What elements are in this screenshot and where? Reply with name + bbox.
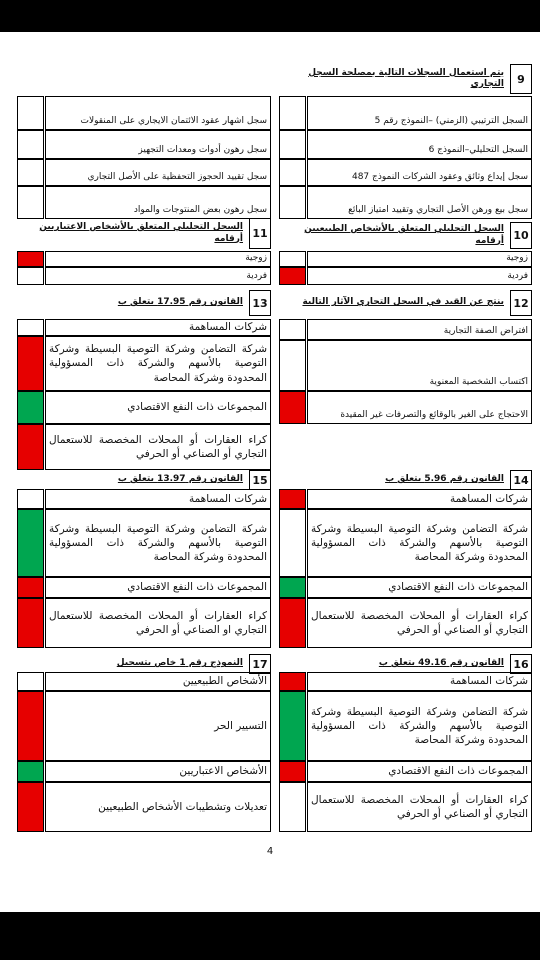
section-number: 14 xyxy=(510,470,532,490)
answer-mark-red xyxy=(279,761,306,782)
option-text: كراء العقارات أو المحلات المخصصة للاستعمال التجاري او الصناعي أو الحرفي xyxy=(45,598,271,648)
section-title: القانون رقم 17.95 يتعلق ب xyxy=(117,297,243,308)
answer-mark-green xyxy=(279,691,306,761)
option-text: تعديلات وتشطيبات الأشخاص الطبيعيين xyxy=(45,782,271,832)
option-text: شركات المساهمة xyxy=(307,489,532,509)
option-text: المجموعات ذات النفع الاقتصادي xyxy=(307,761,532,782)
answer-row xyxy=(17,159,271,186)
answer-mark-white xyxy=(279,130,306,159)
answer-mark-green xyxy=(17,391,44,424)
option-text: كراء العقارات أو المحلات المخصصة للاستعمال التجاري أو الصناعي أو الحرفي xyxy=(45,424,271,470)
section-14-header xyxy=(279,470,532,490)
section-title: النموذج رقم 1 خاص بتسجيل xyxy=(116,658,243,669)
answer-mark-white xyxy=(17,672,44,691)
answer-row xyxy=(17,267,271,285)
answer-row xyxy=(279,186,532,219)
answer-row xyxy=(17,251,271,267)
answer-row xyxy=(279,509,532,577)
section-number: 13 xyxy=(249,290,271,316)
section-title: القانون رقم 49.16 يتعلق ب xyxy=(378,658,504,669)
section-number: 12 xyxy=(510,290,532,316)
answer-row xyxy=(17,489,271,509)
answer-row xyxy=(17,424,271,470)
answer-row xyxy=(17,509,271,577)
answer-mark-white xyxy=(279,159,306,186)
answer-row xyxy=(279,672,532,691)
answer-row xyxy=(279,251,532,267)
top-black-bar xyxy=(0,0,540,32)
section-9-header xyxy=(279,64,532,94)
answer-row xyxy=(279,489,532,509)
option-text: السجل التحليلي–النموذج 6 xyxy=(307,130,532,159)
section-title: ينتج عن القيد في السجل التجاري الآثار التالية xyxy=(302,297,504,308)
answer-mark-white xyxy=(279,782,306,832)
option-text: المجموعات ذات النفع الاقتصادي xyxy=(45,391,271,424)
option-text: شركة التضامن وشركة التوصية البسيطة وشركة التوصية بالأسهم والشركة ذات المسؤولية المحدودة وشركة المحاصة xyxy=(45,336,271,391)
answer-row xyxy=(279,577,532,598)
option-text: الاحتجاج على الغير بالوقائع والتصرفات غير المقيدة xyxy=(307,391,532,424)
answer-mark-white xyxy=(17,96,44,130)
answer-mark-white xyxy=(17,159,44,186)
answer-mark-white xyxy=(17,319,44,336)
answer-mark-red xyxy=(17,782,44,832)
answer-mark-white xyxy=(17,489,44,509)
answer-row xyxy=(17,782,271,832)
answer-row xyxy=(279,598,532,648)
section-title: يتم استعمال السجلات التالية بمصلحة السجل التجاري xyxy=(308,67,504,89)
section-number: 15 xyxy=(249,470,271,490)
section-number: 17 xyxy=(249,654,271,674)
answer-row xyxy=(17,691,271,761)
option-text: زوجية xyxy=(45,251,271,267)
option-text: شركات المساهمة xyxy=(307,672,532,691)
answer-row xyxy=(17,336,271,391)
section-number: 11 xyxy=(249,218,271,249)
option-text: اكتساب الشخصية المعنوية xyxy=(307,340,532,391)
answer-row xyxy=(279,319,532,340)
section-11-header xyxy=(17,218,271,249)
bottom-black-bar xyxy=(0,912,540,960)
section-title: القانون رقم 13.97 يتعلق ب xyxy=(117,474,243,485)
answer-mark-red xyxy=(17,691,44,761)
answer-row xyxy=(17,130,271,159)
answer-row xyxy=(279,130,532,159)
option-text: شركات المساهمة xyxy=(45,319,271,336)
answer-mark-red xyxy=(279,489,306,509)
answer-row xyxy=(17,96,271,130)
option-text: شركة التضامن وشركة التوصية البسيطة وشركة التوصية بالأسهم والشركة ذات المسؤولية المحدودة وشركة المحاصة xyxy=(307,691,532,761)
option-text: سجل رهون أدوات ومعدات التجهيز xyxy=(45,130,271,159)
option-text: كراء العقارات أو المحلات المخصصة للاستعمال التجاري أو الصناعي أو الحرفي xyxy=(307,598,532,648)
answer-mark-green xyxy=(17,761,44,782)
answer-mark-white xyxy=(279,186,306,219)
section-title: السجل التحليلي المتعلق بالأشخاص الطبيعيين أرقامه xyxy=(304,224,504,246)
section-12-header xyxy=(279,290,532,316)
option-text: فردية xyxy=(45,267,271,285)
option-text: سجل إيداع وثائق وعقود الشركات النموذج 487 xyxy=(307,159,532,186)
answer-mark-red xyxy=(279,391,306,424)
answer-mark-white xyxy=(17,267,44,285)
option-text: سجل بيع ورهن الأصل التجاري وتقييد امتياز البائع xyxy=(307,186,532,219)
answer-row xyxy=(279,391,532,424)
answer-row xyxy=(17,761,271,782)
answer-mark-red xyxy=(279,598,306,648)
answer-row xyxy=(279,782,532,832)
option-text: كراء العقارات أو المحلات المخصصة للاستعمال التجاري أو الصناعي أو الحرفي xyxy=(307,782,532,832)
section-15-header xyxy=(17,470,271,490)
answer-row xyxy=(279,159,532,186)
option-text: التسيير الحر xyxy=(45,691,271,761)
option-text: سجل تقييد الحجوز التحفظية على الأصل التجاري xyxy=(45,159,271,186)
section-16-header xyxy=(279,654,532,674)
answer-mark-white xyxy=(17,130,44,159)
answer-mark-red xyxy=(279,267,306,285)
option-text: شركة التضامن وشركة التوصية البسيطة وشركة التوصية بالأسهم والشركة ذات المسؤولية المحدودة وشركة المحاصة xyxy=(307,509,532,577)
answer-row xyxy=(279,340,532,391)
answer-row xyxy=(17,577,271,598)
option-text: المجموعات ذات النفع الاقتصادي xyxy=(45,577,271,598)
section-10-header xyxy=(279,222,532,249)
answer-mark-red xyxy=(17,424,44,470)
option-text: شركة التضامن وشركة التوصية البسيطة وشركة التوصية بالأسهم والشركة ذات المسؤولية المحدودة وشركة المحاصة xyxy=(45,509,271,577)
answer-mark-white xyxy=(279,251,306,267)
answer-row xyxy=(279,267,532,285)
option-text: المجموعات ذات النفع الاقتصادي xyxy=(307,577,532,598)
answer-mark-green xyxy=(279,577,306,598)
answer-mark-white xyxy=(279,319,306,340)
option-text: شركات المساهمة xyxy=(45,489,271,509)
option-text: السجل الترتيبي (الزمني) –النموذج رقم 5 xyxy=(307,96,532,130)
section-13-header xyxy=(17,290,271,316)
answer-mark-red xyxy=(17,251,44,267)
answer-row xyxy=(17,319,271,336)
section-title: القانون رقم 5.96 يتعلق ب xyxy=(385,474,504,485)
answer-mark-white xyxy=(17,186,44,219)
answer-mark-red xyxy=(279,672,306,691)
section-number: 10 xyxy=(510,222,532,249)
option-text: فردية xyxy=(307,267,532,285)
answer-mark-red xyxy=(17,598,44,648)
answer-row xyxy=(17,391,271,424)
answer-mark-white xyxy=(279,96,306,130)
section-number: 9 xyxy=(510,64,532,94)
option-text: سجل رهون بعض المنتوجات والمواد xyxy=(45,186,271,219)
option-text: الأشخاص الطبيعيين xyxy=(45,672,271,691)
answer-mark-white xyxy=(279,340,306,391)
option-text: سجل اشهار عقود الائتمان الايجاري على المنقولات xyxy=(45,96,271,130)
answer-row xyxy=(17,598,271,648)
section-title: السجل التحليلي المتعلق بالأشخاص الاعتباريين أرقامه xyxy=(39,222,243,244)
option-text: زوجية xyxy=(307,251,532,267)
answer-mark-green xyxy=(17,509,44,577)
answer-row xyxy=(279,96,532,130)
answer-row xyxy=(279,691,532,761)
answer-mark-red xyxy=(17,336,44,391)
answer-row xyxy=(279,761,532,782)
answer-mark-red xyxy=(17,577,44,598)
section-number: 16 xyxy=(510,654,532,674)
answer-row xyxy=(17,672,271,691)
page-number: 4 xyxy=(266,846,274,857)
option-text: افتراض الصفة التجارية xyxy=(307,319,532,340)
answer-row xyxy=(17,186,271,219)
answer-mark-white xyxy=(279,509,306,577)
option-text: الأشخاص الاعتباريين xyxy=(45,761,271,782)
section-17-header xyxy=(17,654,271,674)
